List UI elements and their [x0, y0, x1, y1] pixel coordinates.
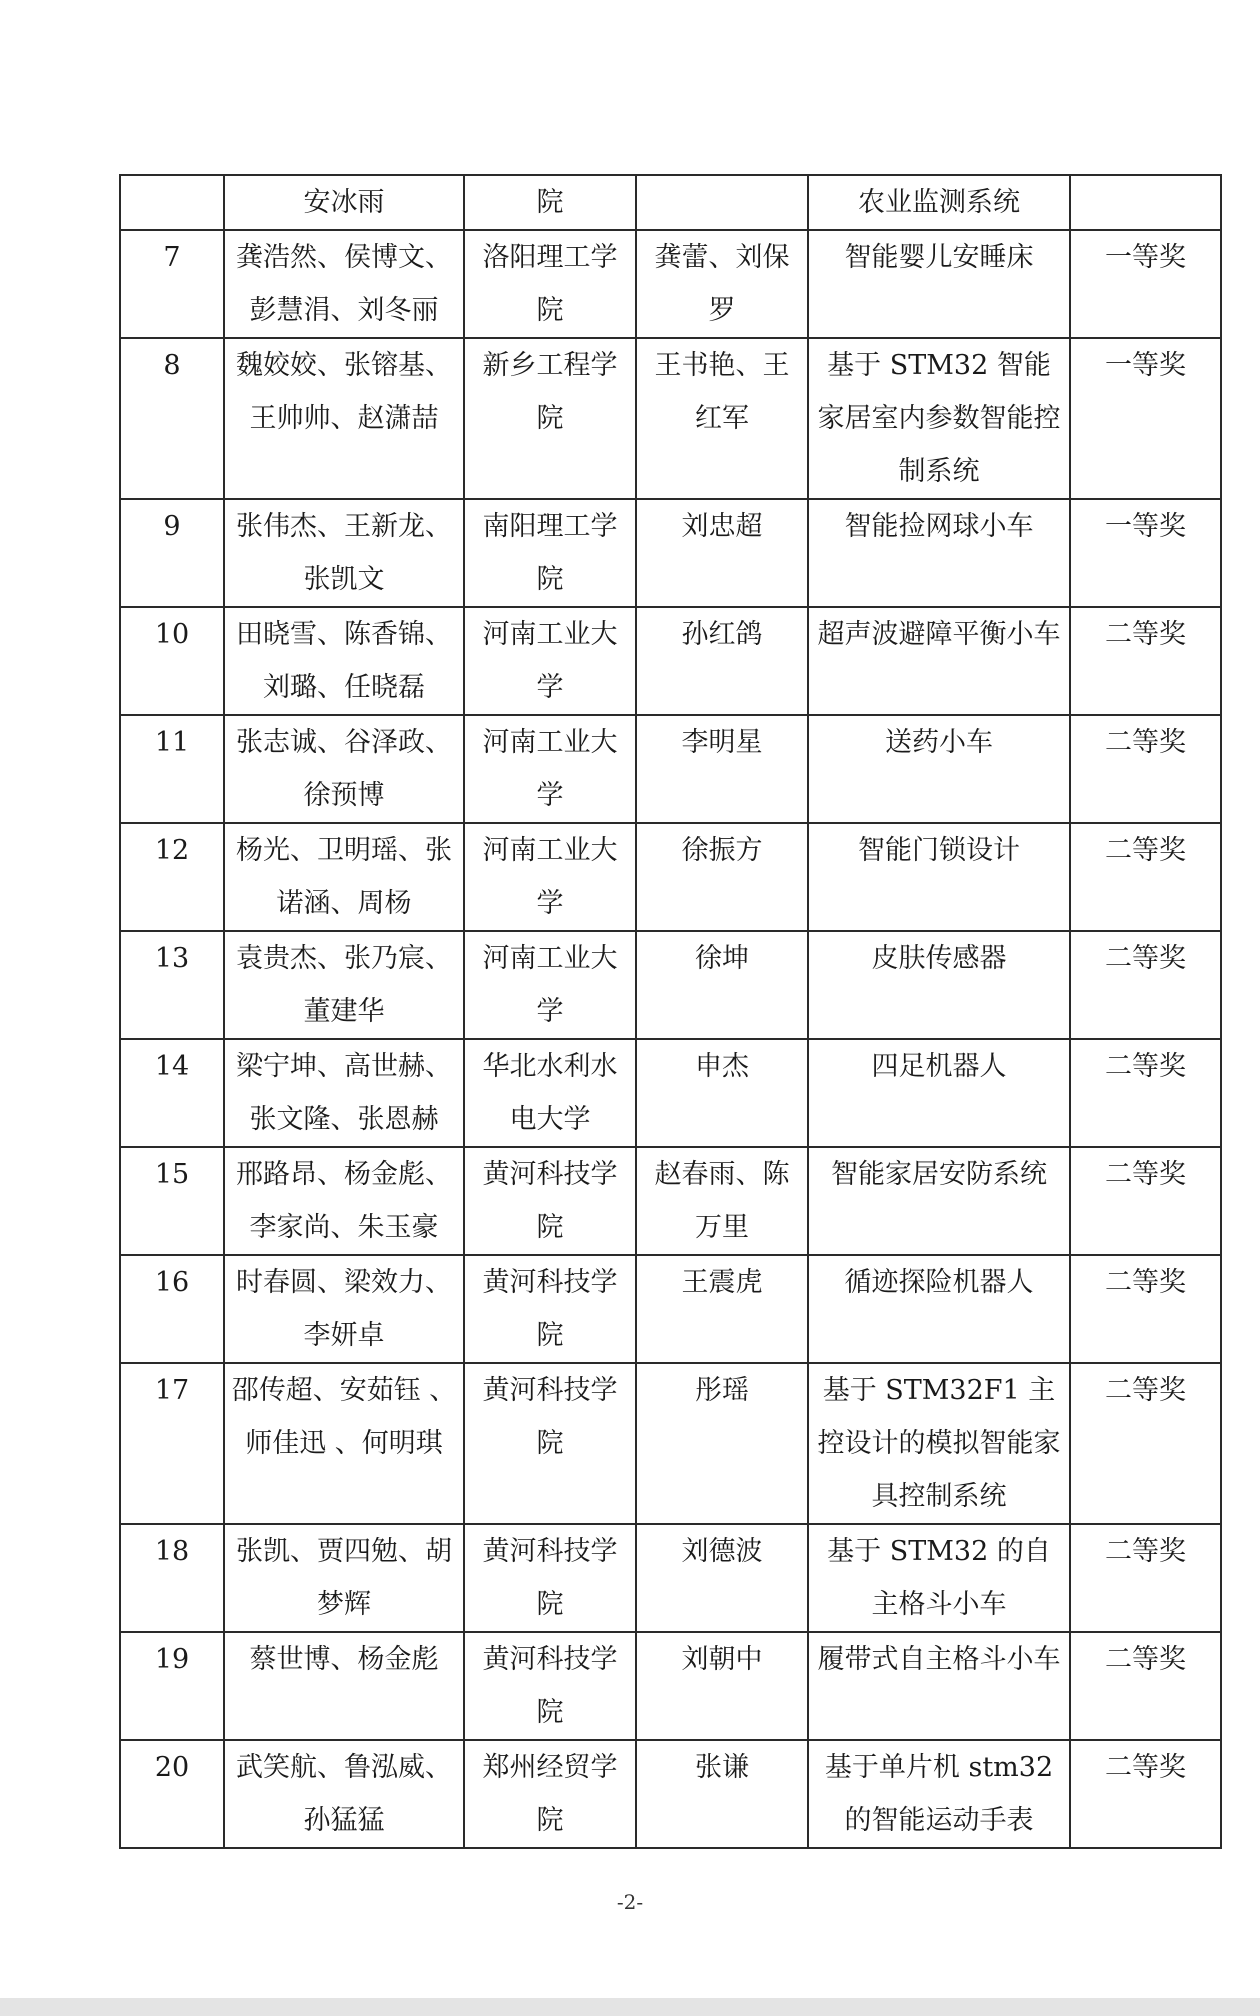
row-number-cell: 14: [120, 1039, 224, 1147]
team-members-cell: 张志诚、谷泽政、徐预博: [224, 715, 464, 823]
team-members-cell: 田晓雪、陈香锦、刘璐、任晓磊: [224, 607, 464, 715]
project-name-cell: 基于 STM32 的自主格斗小车: [808, 1524, 1070, 1632]
award-level-cell: 二等奖: [1070, 823, 1221, 931]
table-row: [120, 1363, 1221, 1524]
award-level-cell: 二等奖: [1070, 1740, 1221, 1848]
project-name-cell: 基于 STM32 智能家居室内参数智能控制系统: [808, 338, 1070, 499]
school-name-cell: 华北水利水电大学: [464, 1039, 636, 1147]
award-level-cell: 一等奖: [1070, 499, 1221, 607]
advisor-name-cell: 彤瑶: [636, 1363, 808, 1524]
school-name-cell: 院: [464, 175, 636, 230]
team-members-cell: 安冰雨: [224, 175, 464, 230]
team-members-cell: 魏姣姣、张镕基、王帅帅、赵潇喆: [224, 338, 464, 499]
row-number-cell: [120, 175, 224, 230]
table-row: [120, 230, 1221, 338]
advisor-name-cell: 张谦: [636, 1740, 808, 1848]
team-members-cell: 张伟杰、王新龙、张凯文: [224, 499, 464, 607]
award-table: [119, 174, 1222, 1849]
school-name-cell: 洛阳理工学院: [464, 230, 636, 338]
table-row: [120, 1147, 1221, 1255]
team-members-cell: 武笑航、鲁泓威、孙猛猛: [224, 1740, 464, 1848]
project-name-cell: 皮肤传感器: [808, 931, 1070, 1039]
advisor-name-cell: 刘忠超: [636, 499, 808, 607]
team-members-cell: 蔡世博、杨金彪: [224, 1632, 464, 1740]
school-name-cell: 南阳理工学院: [464, 499, 636, 607]
school-name-cell: 河南工业大学: [464, 715, 636, 823]
advisor-name-cell: [636, 175, 808, 230]
award-level-cell: 二等奖: [1070, 1524, 1221, 1632]
table-row: [120, 1740, 1221, 1848]
row-number-cell: 10: [120, 607, 224, 715]
row-number-cell: 18: [120, 1524, 224, 1632]
team-members-cell: 时春圆、梁效力、李妍卓: [224, 1255, 464, 1363]
school-name-cell: 河南工业大学: [464, 823, 636, 931]
project-name-cell: 农业监测系统: [808, 175, 1070, 230]
advisor-name-cell: 申杰: [636, 1039, 808, 1147]
project-name-cell: 智能婴儿安睡床: [808, 230, 1070, 338]
project-name-cell: 超声波避障平衡小车: [808, 607, 1070, 715]
row-number-cell: 8: [120, 338, 224, 499]
school-name-cell: 黄河科技学院: [464, 1524, 636, 1632]
team-members-cell: 梁宁坤、高世赫、张文隆、张恩赫: [224, 1039, 464, 1147]
row-number-cell: 13: [120, 931, 224, 1039]
project-name-cell: 智能捡网球小车: [808, 499, 1070, 607]
table-row: [120, 1039, 1221, 1147]
table-row: [120, 1524, 1221, 1632]
table-row: [120, 499, 1221, 607]
project-name-cell: 基于单片机 stm32 的智能运动手表: [808, 1740, 1070, 1848]
table-row: [120, 338, 1221, 499]
award-level-cell: 一等奖: [1070, 338, 1221, 499]
project-name-cell: 基于 STM32F1 主控设计的模拟智能家具控制系统: [808, 1363, 1070, 1524]
award-level-cell: 二等奖: [1070, 1255, 1221, 1363]
award-level-cell: 二等奖: [1070, 607, 1221, 715]
row-number-cell: 19: [120, 1632, 224, 1740]
team-members-cell: 邢路昂、杨金彪、李家尚、朱玉豪: [224, 1147, 464, 1255]
row-number-cell: 20: [120, 1740, 224, 1848]
school-name-cell: 河南工业大学: [464, 607, 636, 715]
school-name-cell: 新乡工程学院: [464, 338, 636, 499]
school-name-cell: 黄河科技学院: [464, 1255, 636, 1363]
page-number: -2-: [616, 1890, 644, 1914]
advisor-name-cell: 徐坤: [636, 931, 808, 1039]
school-name-cell: 河南工业大学: [464, 931, 636, 1039]
award-level-cell: 二等奖: [1070, 931, 1221, 1039]
advisor-name-cell: 赵春雨、陈万里: [636, 1147, 808, 1255]
project-name-cell: 智能家居安防系统: [808, 1147, 1070, 1255]
award-level-cell: 二等奖: [1070, 1147, 1221, 1255]
row-number-cell: 12: [120, 823, 224, 931]
school-name-cell: 黄河科技学院: [464, 1632, 636, 1740]
table-row: [120, 715, 1221, 823]
award-level-cell: 二等奖: [1070, 1632, 1221, 1740]
table-row: [120, 1632, 1221, 1740]
page-bottom-edge: [0, 1998, 1260, 2016]
row-number-cell: 11: [120, 715, 224, 823]
table-row: [120, 931, 1221, 1039]
advisor-name-cell: 孙红鸽: [636, 607, 808, 715]
table-row: [120, 823, 1221, 931]
team-members-cell: 袁贵杰、张乃宸、董建华: [224, 931, 464, 1039]
school-name-cell: 黄河科技学院: [464, 1363, 636, 1524]
project-name-cell: 送药小车: [808, 715, 1070, 823]
team-members-cell: 张凯、贾四勉、胡梦辉: [224, 1524, 464, 1632]
award-level-cell: 二等奖: [1070, 1363, 1221, 1524]
advisor-name-cell: 龚蕾、刘保罗: [636, 230, 808, 338]
advisor-name-cell: 李明星: [636, 715, 808, 823]
award-level-cell: 二等奖: [1070, 715, 1221, 823]
table-row: [120, 1255, 1221, 1363]
team-members-cell: 龚浩然、侯博文、彭慧涓、刘冬丽: [224, 230, 464, 338]
table-row: [120, 175, 1221, 230]
award-level-cell: 一等奖: [1070, 230, 1221, 338]
project-name-cell: 智能门锁设计: [808, 823, 1070, 931]
school-name-cell: 黄河科技学院: [464, 1147, 636, 1255]
award-level-cell: 二等奖: [1070, 1039, 1221, 1147]
award-table-body: [120, 175, 1221, 1848]
row-number-cell: 17: [120, 1363, 224, 1524]
advisor-name-cell: 徐振方: [636, 823, 808, 931]
advisor-name-cell: 刘德波: [636, 1524, 808, 1632]
project-name-cell: 四足机器人: [808, 1039, 1070, 1147]
row-number-cell: 16: [120, 1255, 224, 1363]
project-name-cell: 循迹探险机器人: [808, 1255, 1070, 1363]
row-number-cell: 7: [120, 230, 224, 338]
row-number-cell: 9: [120, 499, 224, 607]
project-name-cell: 履带式自主格斗小车: [808, 1632, 1070, 1740]
school-name-cell: 郑州经贸学院: [464, 1740, 636, 1848]
advisor-name-cell: 刘朝中: [636, 1632, 808, 1740]
award-level-cell: [1070, 175, 1221, 230]
advisor-name-cell: 王震虎: [636, 1255, 808, 1363]
advisor-name-cell: 王书艳、王红军: [636, 338, 808, 499]
row-number-cell: 15: [120, 1147, 224, 1255]
team-members-cell: 邵传超、安茹钰 、师佳迅 、何明琪: [224, 1363, 464, 1524]
table-row: [120, 607, 1221, 715]
team-members-cell: 杨光、卫明瑶、张诺涵、周杨: [224, 823, 464, 931]
